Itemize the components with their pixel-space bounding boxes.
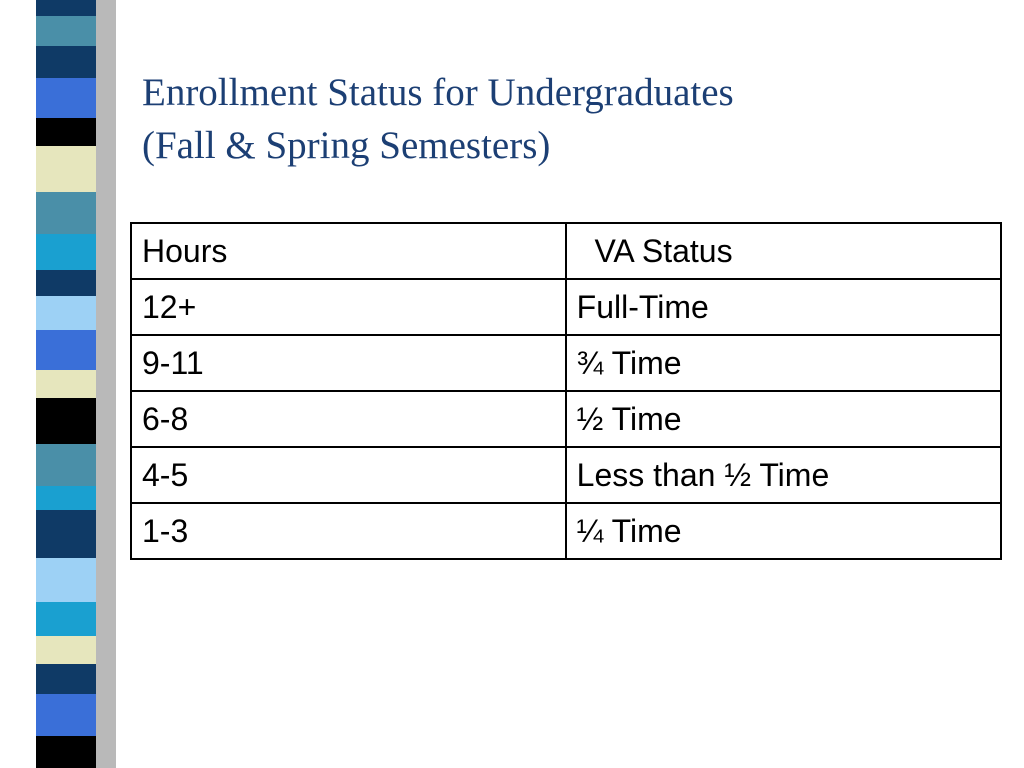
stripe-segment <box>36 398 96 444</box>
enrollment-status-table <box>130 222 1002 560</box>
cell-hours: 12+ <box>131 279 566 335</box>
cell-hours: 4-5 <box>131 447 566 503</box>
stripe-segment <box>36 146 96 192</box>
cell-hours: 9-11 <box>131 335 566 391</box>
cell-hours: 1-3 <box>131 503 566 559</box>
title-line-1: Enrollment Status for Undergraduates <box>142 71 734 114</box>
cell-va-status: ¾ Time <box>566 335 1001 391</box>
table-row <box>131 279 1001 335</box>
table-row <box>131 391 1001 447</box>
table-row <box>131 335 1001 391</box>
stripe-segment <box>36 16 96 46</box>
stripe-segment <box>36 602 96 636</box>
stripe-segment <box>36 558 96 602</box>
cell-va-status: Less than ½ Time <box>566 447 1001 503</box>
cell-hours: 6-8 <box>131 391 566 447</box>
stripe-segment <box>36 78 96 118</box>
stripe-segment <box>36 486 96 510</box>
table-header-row <box>131 223 1001 279</box>
stripe-segment <box>36 370 96 398</box>
stripe-segment <box>36 664 96 694</box>
stripe-segment <box>36 296 96 330</box>
stripe-segment <box>36 270 96 296</box>
stripe-segment <box>36 192 96 234</box>
cell-va-status: ½ Time <box>566 391 1001 447</box>
stripe-segment <box>36 736 96 768</box>
stripe-segment <box>36 444 96 486</box>
cell-va-status: ¼ Time <box>566 503 1001 559</box>
stripe-segment <box>36 510 96 558</box>
header-hours: Hours <box>131 223 566 279</box>
table-row <box>131 503 1001 559</box>
title-line-2: (Fall & Spring Semesters) <box>142 124 551 167</box>
table-row <box>131 447 1001 503</box>
page-title <box>142 66 962 172</box>
stripe-segment <box>36 0 96 16</box>
header-va-status: VA Status <box>566 223 1001 279</box>
stripe-segment <box>36 694 96 736</box>
stripe-segment <box>36 330 96 370</box>
stripe-segment <box>36 234 96 270</box>
cell-va-status: Full-Time <box>566 279 1001 335</box>
decorative-stripe-bar <box>36 0 96 768</box>
stripe-segment <box>36 636 96 664</box>
stripe-segment <box>36 46 96 78</box>
stripe-segment <box>36 118 96 146</box>
